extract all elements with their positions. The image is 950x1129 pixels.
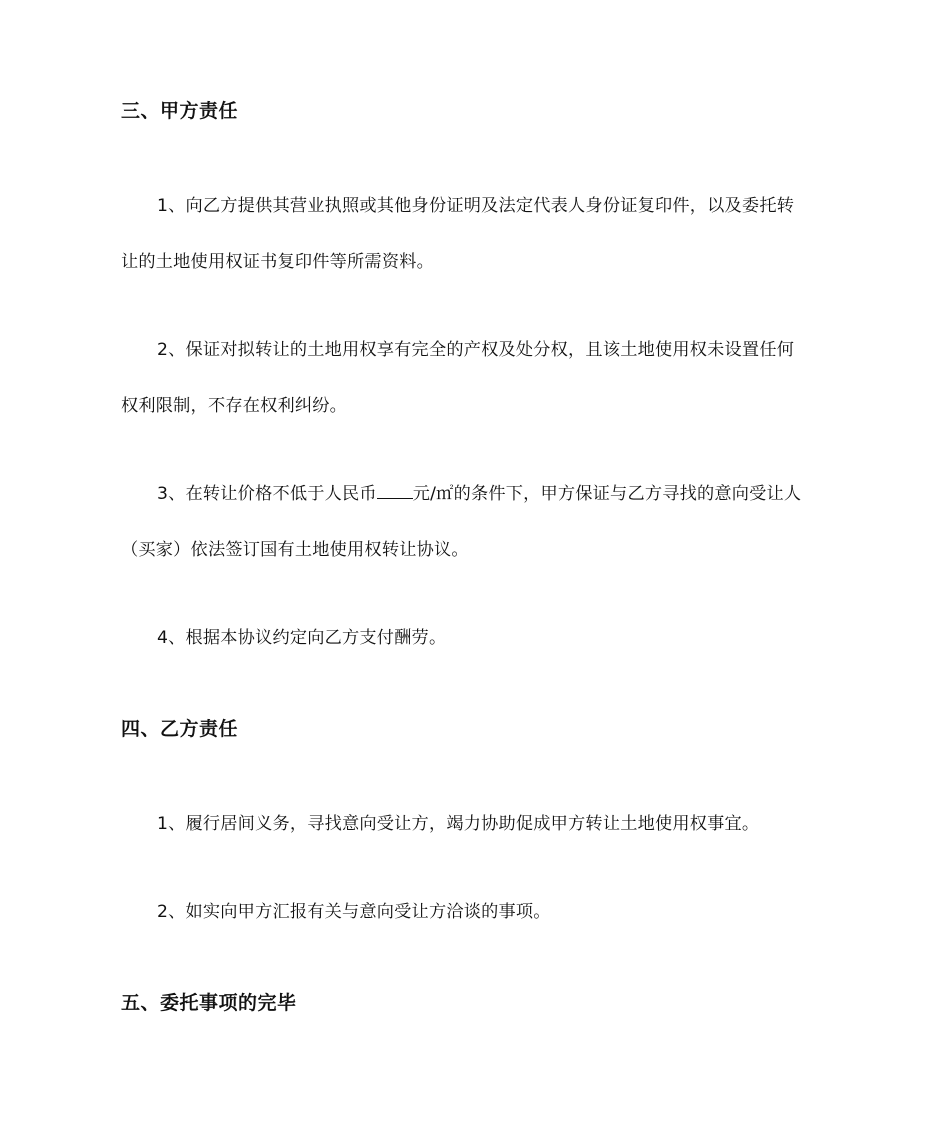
section-heading-3: 三、甲方责任 bbox=[121, 100, 239, 122]
s3-item-2-line-1: 2、保证对拟转让的土地用权享有完全的产权及处分权，且该土地使用权未设置任何 bbox=[157, 340, 795, 360]
s3-item-2-line-2: 权利限制，不存在权利纠纷。 bbox=[121, 396, 348, 416]
s4-item-2-line-1: 2、如实向甲方汇报有关与意向受让方洽谈的事项。 bbox=[157, 902, 551, 922]
s3-item-3-line-2: （买家）依法签订国有土地使用权转让协议。 bbox=[121, 540, 469, 560]
s3-item-4-line-1: 4、根据本协议约定向乙方支付酬劳。 bbox=[157, 628, 447, 648]
price-blank bbox=[377, 484, 413, 499]
s3-item-3-line-1 bbox=[157, 483, 801, 505]
section-heading-4: 四、乙方责任 bbox=[121, 718, 239, 740]
s4-item-1-line-1: 1、履行居间义务，寻找意向受让方，竭力协助促成甲方转让土地使用权事宜。 bbox=[157, 814, 760, 834]
s3-item-1-line-1: 1、向乙方提供其营业执照或其他身份证明及法定代表人身份证复印件，以及委托转 bbox=[157, 196, 795, 216]
s3-item-3-text-after-blank: 元/㎡的条件下，甲方保证与乙方寻找的意向受让人 bbox=[412, 484, 802, 504]
section-heading-5: 五、委托事项的完毕 bbox=[121, 992, 297, 1014]
s3-item-1-line-2: 让的土地使用权证书复印件等所需资料。 bbox=[121, 252, 434, 272]
s3-item-3-text-before-blank: 3、在转让价格不低于人民币 bbox=[157, 484, 377, 504]
